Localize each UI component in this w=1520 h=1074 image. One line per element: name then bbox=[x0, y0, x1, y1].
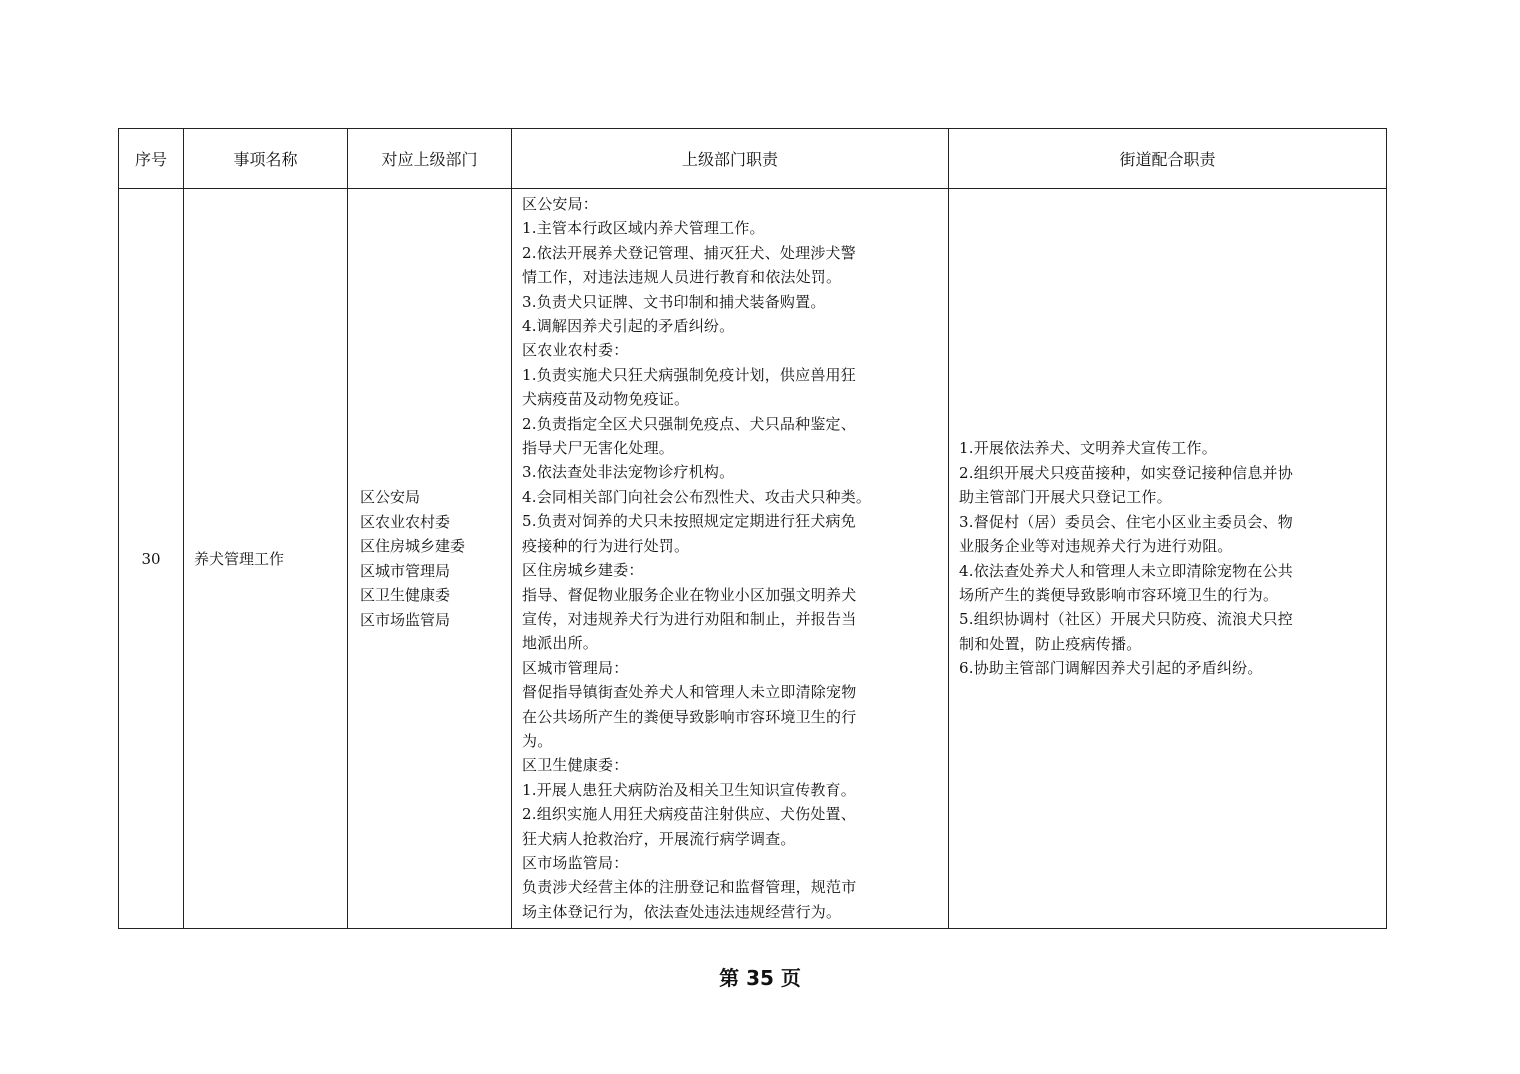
cell-index: 30 bbox=[119, 189, 184, 929]
duty-line: 区城市管理局： bbox=[522, 658, 629, 677]
duty-line: 2.组织开展犬只疫苗接种，如实登记接种信息并协 bbox=[959, 463, 1293, 482]
header-street-duties: 街道配合职责 bbox=[949, 129, 1387, 189]
header-upper-duties: 上级部门职责 bbox=[512, 129, 949, 189]
duty-line: 3.依法查处非法宠物诊疗机构。 bbox=[522, 463, 735, 482]
duty-line: 1.负责实施犬只狂犬病强制免疫计划，供应兽用狂 bbox=[522, 365, 856, 384]
table-row bbox=[119, 189, 1387, 929]
duty-line: 区市场监管局： bbox=[522, 853, 629, 872]
duty-line: 3.负责犬只证牌、文书印制和捕犬装备购置。 bbox=[522, 292, 826, 311]
duty-line: 3.督促村（居）委员会、住宅小区业主委员会、物 bbox=[959, 512, 1293, 531]
header-item-name: 事项名称 bbox=[184, 129, 348, 189]
header-departments: 对应上级部门 bbox=[348, 129, 512, 189]
department-item: 区住房城乡建委 bbox=[360, 537, 466, 555]
duty-line: 4.调解因养犬引起的矛盾纠纷。 bbox=[522, 317, 735, 336]
duty-line: 1.主管本行政区域内养犬管理工作。 bbox=[522, 219, 765, 238]
duty-line: 5.负责对饲养的犬只未按照规定定期进行狂犬病免 bbox=[522, 512, 856, 531]
table-header-row bbox=[119, 129, 1387, 189]
duty-line: 2.依法开展养犬登记管理、捕灭狂犬、处理涉犬警 bbox=[522, 243, 856, 262]
duty-table bbox=[118, 128, 1387, 929]
duty-line: 指导、督促物业服务企业在物业小区加强文明养犬 bbox=[522, 585, 857, 604]
duty-line: 区住房城乡建委： bbox=[522, 561, 644, 580]
duty-line: 区公安局： bbox=[522, 195, 599, 213]
duty-line: 4.会同相关部门向社会公布烈性犬、攻击犬只种类。 bbox=[522, 487, 872, 506]
duty-line: 指导犬尸无害化处理。 bbox=[522, 439, 675, 458]
duty-line: 疫接种的行为进行处罚。 bbox=[522, 536, 690, 555]
duty-line: 区农业农村委： bbox=[522, 341, 629, 360]
duty-line: 区卫生健康委： bbox=[522, 756, 629, 775]
department-item: 区城市管理局 bbox=[360, 561, 451, 580]
duty-line: 宣传，对违规养犬行为进行劝阻和制止，并报告当 bbox=[522, 609, 857, 628]
duty-line: 狂犬病人抢救治疗，开展流行病学调查。 bbox=[522, 829, 796, 848]
duty-line: 犬病疫苗及动物免疫证。 bbox=[522, 390, 690, 409]
cell-street-duties bbox=[949, 189, 1387, 929]
duty-line: 情工作，对违法违规人员进行教育和依法处罚。 bbox=[522, 268, 842, 287]
duty-line: 2.负责指定全区犬只强制免疫点、犬只品种鉴定、 bbox=[522, 414, 856, 433]
duty-line: 4.依法查处养犬人和管理人未立即清除宠物在公共 bbox=[959, 561, 1293, 580]
cell-upper-duties bbox=[512, 189, 949, 929]
duty-line: 1.开展依法养犬、文明养犬宣传工作。 bbox=[959, 439, 1217, 458]
duty-line: 业服务企业等对违规养犬行为进行劝阻。 bbox=[959, 537, 1233, 556]
duty-line: 5.组织协调村（社区）开展犬只防疫、流浪犬只控 bbox=[959, 610, 1293, 629]
cell-departments bbox=[348, 189, 512, 929]
department-item: 区卫生健康委 bbox=[360, 586, 451, 604]
duty-line: 6.协助主管部门调解因养犬引起的矛盾纠纷。 bbox=[959, 659, 1263, 678]
duty-line: 督促指导镇街查处养犬人和管理人未立即清除宠物 bbox=[522, 683, 857, 702]
duty-line: 制和处置，防止疫病传播。 bbox=[959, 634, 1142, 653]
duty-line: 地派出所。 bbox=[522, 634, 599, 653]
department-item: 区公安局 bbox=[360, 488, 421, 506]
duty-line: 助主管部门开展犬只登记工作。 bbox=[959, 488, 1172, 507]
duty-line: 负责涉犬经营主体的注册登记和监督管理，规范市 bbox=[522, 878, 857, 897]
duty-line: 为。 bbox=[522, 731, 553, 750]
header-index: 序号 bbox=[119, 129, 184, 189]
duty-line: 2.组织实施人用狂犬病疫苗注射供应、犬伤处置、 bbox=[522, 805, 856, 824]
department-item: 区农业农村委 bbox=[360, 512, 451, 531]
duty-line: 1.开展人患狂犬病防治及相关卫生知识宣传教育。 bbox=[522, 780, 856, 799]
cell-item-name: 养犬管理工作 bbox=[184, 189, 348, 929]
department-item: 区市场监管局 bbox=[360, 610, 451, 629]
duty-line: 在公共场所产生的粪便导致影响市容环境卫生的行 bbox=[522, 707, 857, 726]
duty-line: 场所产生的粪便导致影响市容环境卫生的行为。 bbox=[959, 585, 1279, 604]
duty-line: 场主体登记行为，依法查处违法违规经营行为。 bbox=[522, 902, 842, 921]
page-number: 第 35 页 bbox=[719, 966, 801, 990]
